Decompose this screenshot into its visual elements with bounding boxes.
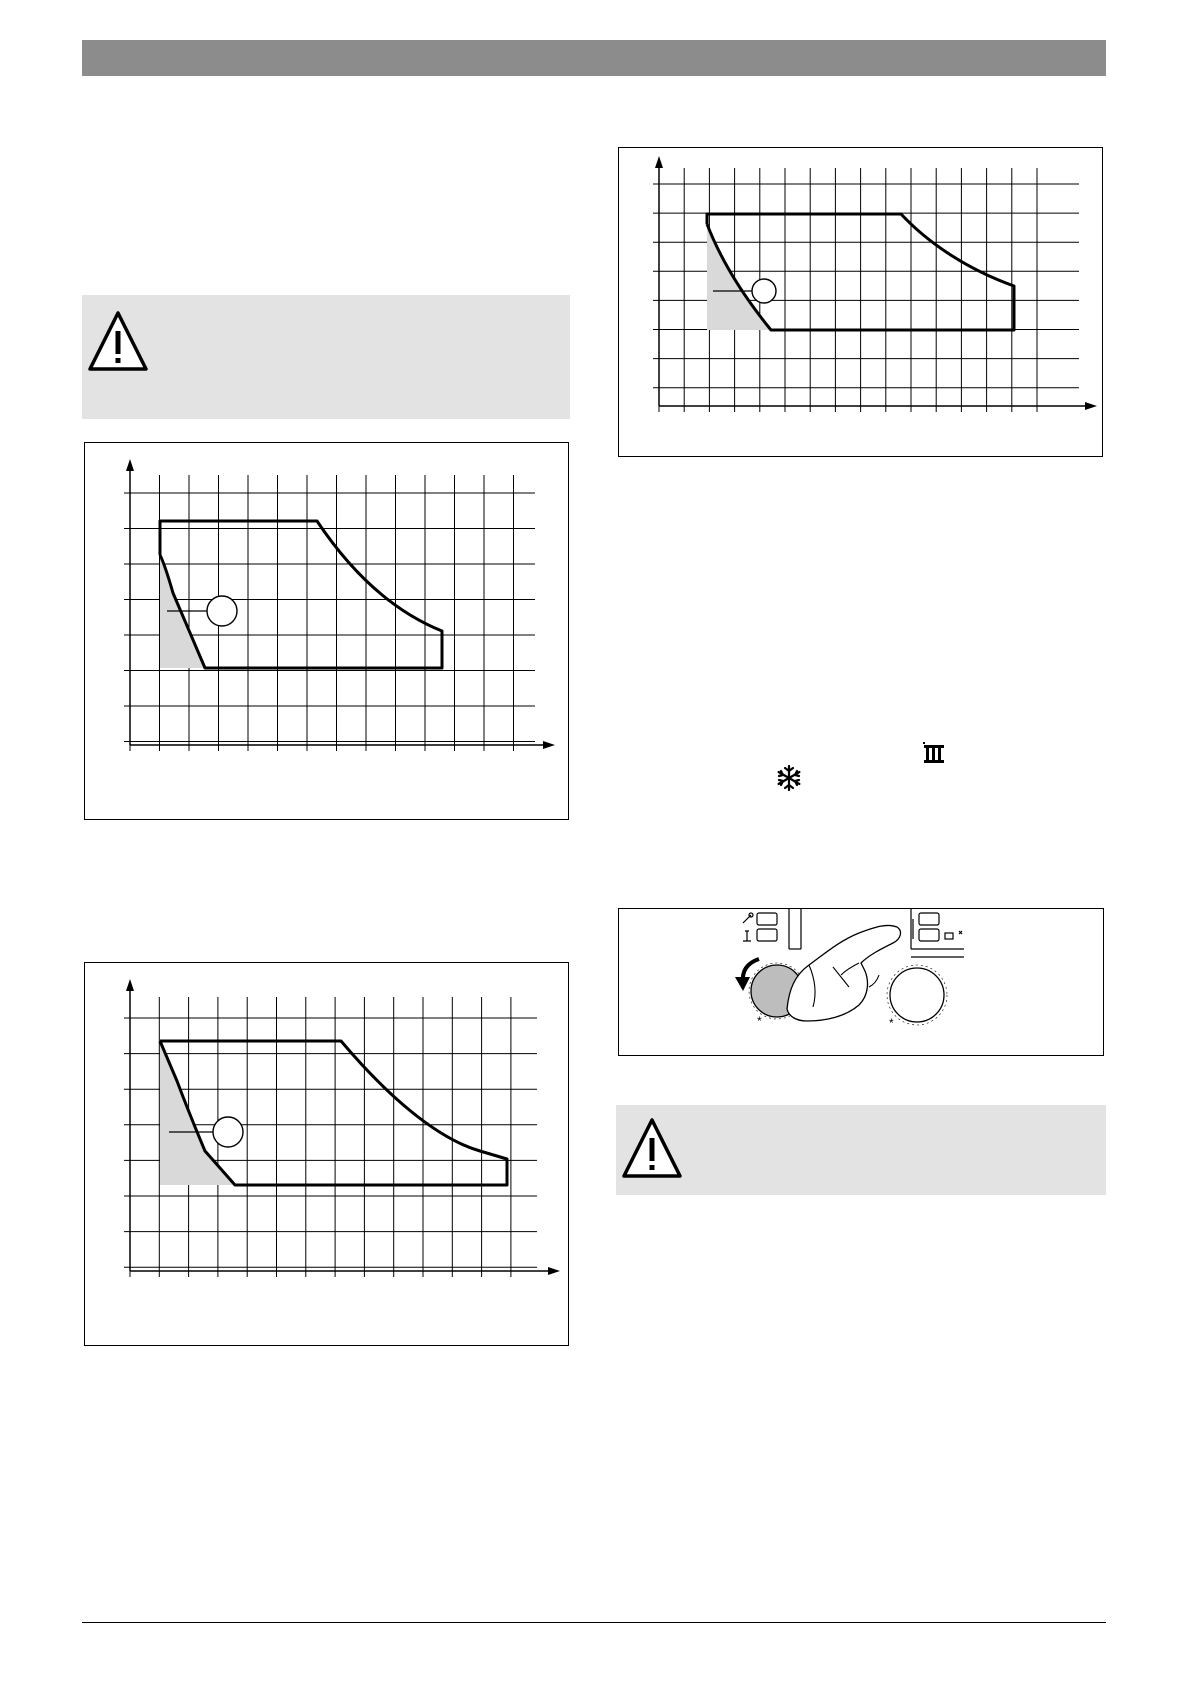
x-axis-arrow bbox=[548, 1267, 560, 1275]
diagram-2 bbox=[85, 963, 570, 1347]
warning-triangle-icon bbox=[620, 1116, 684, 1180]
warning-box-2 bbox=[616, 1105, 1106, 1195]
callout-circle bbox=[207, 596, 237, 626]
radiator-icon bbox=[922, 742, 946, 764]
svg-text:*: * bbox=[889, 1016, 894, 1030]
snowflake-icon bbox=[775, 764, 803, 792]
svg-text:*: * bbox=[757, 1014, 762, 1028]
warning-triangle-icon bbox=[86, 309, 150, 373]
header-bar bbox=[82, 40, 1106, 76]
y-axis-arrow bbox=[126, 459, 134, 471]
footer-rule bbox=[82, 1622, 1106, 1623]
y-axis-arrow bbox=[126, 979, 134, 991]
diagram-3 bbox=[619, 148, 1104, 458]
diagram-figure-3 bbox=[618, 147, 1103, 457]
shaded-region bbox=[160, 521, 205, 668]
x-axis-arrow bbox=[543, 741, 555, 749]
operating-range-outline bbox=[160, 521, 442, 668]
shaded-region bbox=[160, 1041, 235, 1185]
y-axis-arrow bbox=[655, 156, 663, 168]
diagram-1 bbox=[85, 443, 570, 821]
shaded-region bbox=[707, 214, 771, 330]
control-panel-illustration bbox=[619, 909, 1105, 1057]
diagram-figure-2 bbox=[84, 962, 569, 1346]
grid bbox=[124, 475, 535, 751]
control-panel-figure bbox=[618, 908, 1104, 1056]
callout-circle bbox=[213, 1117, 243, 1147]
x-axis-arrow bbox=[1085, 402, 1097, 410]
warning-box-1 bbox=[82, 295, 570, 419]
callout-circle bbox=[752, 279, 776, 303]
diagram-figure-1 bbox=[84, 442, 569, 820]
